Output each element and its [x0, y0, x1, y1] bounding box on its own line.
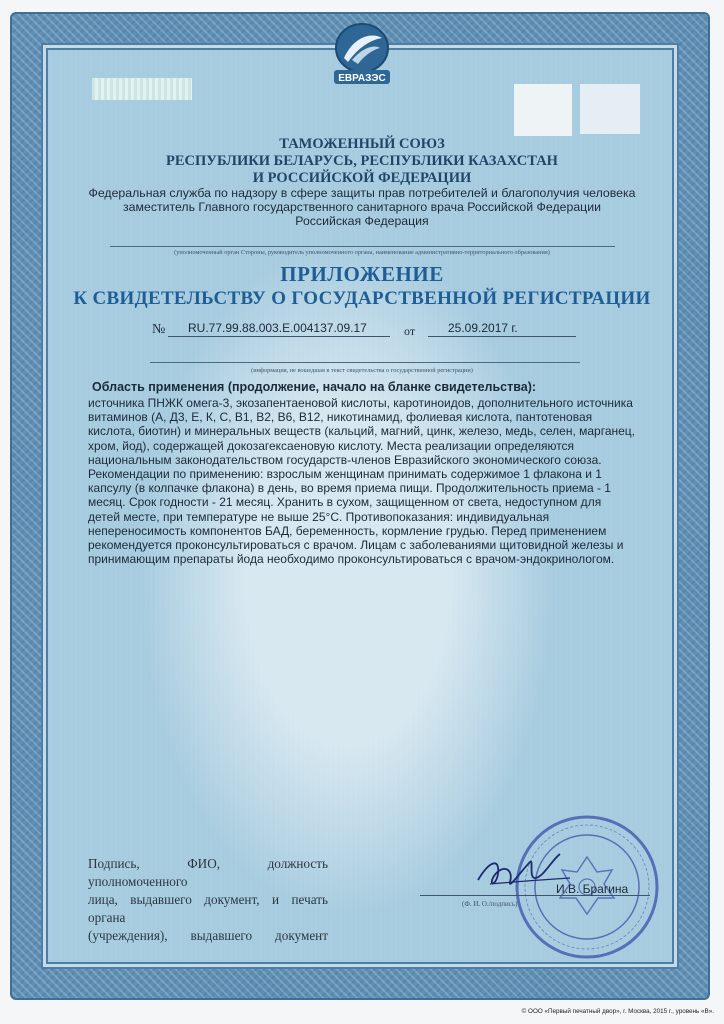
eurasec-emblem: [322, 18, 402, 90]
scope-line: детей месте, при температуре не выше 25°С. Противопоказания: индивидуальная: [88, 509, 550, 524]
signature-label-line: Подпись, ФИО, должность уполномоченного: [88, 856, 328, 889]
scope-line: национальным законодательством государств-членов Евразийского экономического союза.: [88, 452, 602, 467]
registration-date: 25.09.2017 г.: [448, 321, 518, 335]
document-title: ПРИЛОЖЕНИЕ: [280, 262, 444, 286]
printer-credit: © ООО «Первый печатный двор», г. Москва, 2015 г., уровень «В».: [521, 1008, 714, 1015]
scope-line: источника ПНЖК омега-3, экозапентаеновой кислоты, каротиноидов, дополнительного источника: [88, 396, 633, 410]
date-label: от: [404, 324, 416, 338]
authority-caption: (уполномоченный орган Стороны, руководитель уполномоченного органа, наименование административно-территориального образования): [174, 249, 550, 256]
agency-line: Российская Федерация: [295, 214, 429, 228]
scope-line: витаминов (А, Д3, Е, К, С, В1, В2, В6, В12, никотинамид, фолиевая кислота, пантотеновая: [88, 410, 593, 425]
scope-line: рекомендуется проконсультироваться с врачом. Лицам с заболеваниями щитовидной железы и: [88, 538, 624, 553]
agency-line: Федеральная служба по надзору в сфере защиты прав потребителей и благополучия человека: [88, 186, 636, 200]
issuing-agency: [0, 186, 724, 228]
hologram-strip: [92, 78, 192, 100]
divider: [110, 246, 615, 247]
scope-line: Рекомендации по применению: взрослым женщинам принимать содержимое 1 флакона и 1: [88, 467, 602, 482]
union-line: ТАМОЖЕННЫЙ СОЮЗ: [279, 136, 445, 152]
signature-label-line: (учреждения), выдавшего документ: [88, 928, 328, 943]
scope-line: непереносимость компонентов БАД, беременность, кормление грудью. Перед применением: [88, 523, 607, 538]
scope-heading: Область применения (продолжение, начало на бланке свидетельства):: [92, 380, 537, 394]
union-line: И РОССИЙСКОЙ ФЕДЕРАЦИИ: [252, 170, 472, 186]
registration-number: RU.77.99.88.003.Е.004137.09.17: [188, 321, 367, 335]
number-label: №: [152, 322, 166, 337]
info-caption: (информация, не вошедшая в текст свидетельства о государственной регистрации): [251, 367, 473, 374]
scope-line: месяц. Срок годности - 21 месяц. Хранить в сухом, защищенном от света, недоступном для: [88, 495, 602, 510]
scope-line: кислота, биотин) и минеральных веществ (кальций, магний, цинк, железо, медь, селен, марганец,: [88, 424, 636, 439]
signature-label-line: лица, выдавшего документ, и печать органа: [88, 892, 328, 925]
scope-text: [88, 396, 640, 566]
signer-name: И.В. Брагина: [556, 882, 629, 896]
document-subtitle: К СВИДЕТЕЛЬСТВУ О ГОСУДАРСТВЕННОЙ РЕГИСТРАЦИИ: [73, 288, 651, 309]
union-header: [0, 136, 724, 187]
date-underline: [428, 336, 576, 337]
scope-line: капсулу (в колпачке флакона) в день, во время приема пищи. Продолжительность приема - 1: [88, 481, 611, 496]
security-patch: [580, 84, 640, 134]
signature-label: [88, 855, 328, 945]
divider: [150, 362, 580, 363]
registration-row: [0, 320, 724, 340]
fio-caption: (Ф. И. О./подпись): [462, 900, 518, 908]
security-patch: [514, 84, 572, 136]
union-line: РЕСПУБЛИКИ БЕЛАРУСЬ, РЕСПУБЛИКИ КАЗАХСТАН: [166, 153, 558, 169]
agency-line: заместитель Главного государственного санитарного врача Российской Федерации: [123, 200, 601, 214]
emblem-label: ЕВРАЗЭС: [338, 73, 386, 84]
scope-line: хром, йод), содержащей докозагексаеновую кислоту. Места реализации определяются: [88, 438, 575, 453]
number-underline: [168, 336, 390, 337]
scope-line: принимающим препараты йода необходимо проконсультироваться с врачом-эндокринологом.: [88, 552, 615, 567]
